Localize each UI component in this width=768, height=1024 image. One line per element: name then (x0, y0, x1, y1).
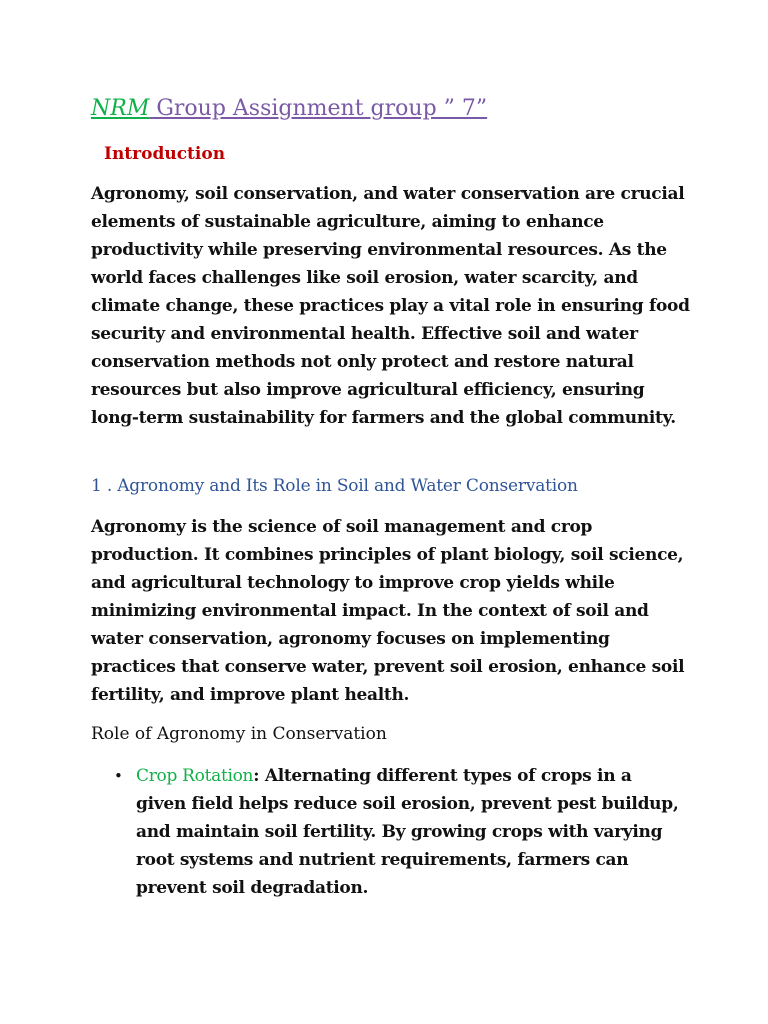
document-title (91, 94, 487, 124)
section-1-paragraph: Agronomy is the science of soil management and crop production. It combines principles of plant biology, soil science, and agricultural technology to improve crop yields while minimizing environmental impact. In the context of soil and water conservation, agronomy focuses on implementing practices that conserve water, prevent soil erosion, enhance soil fertility, and improve plant health. (91, 517, 685, 705)
title-text: Group Assignment group ” 7” (149, 96, 488, 121)
introduction-heading: Introduction (104, 144, 226, 164)
bullet-marker: • (114, 767, 123, 785)
list-item (136, 762, 684, 902)
introduction-paragraph: Agronomy, soil conservation, and water conservation are crucial elements of sustainable agriculture, aiming to enhance productivity while preserving environmental resources. As the world faces challenges like soil erosion, water scarcity, and climate change, these practices play a vital role in ensuring food security and environmental health. Effective soil and water conservation methods not only protect and restore natural resources but also improve agricultural efficiency, ensuring long-term sustainability for farmers and the global community. (91, 184, 690, 428)
bullet-description: : Alternating different types of crops in a given field helps reduce soil erosion, prevent pest buildup, and maintain soil fertility. By growing crops with varying root systems and nutrient requirements, farmers can prevent soil degradation. (136, 766, 679, 898)
section-1-heading: 1 . Agronomy and Its Role in Soil and Water Conservation (91, 476, 578, 496)
title-abbreviation: NRM (91, 96, 150, 121)
role-of-agronomy-subheading: Role of Agronomy in Conservation (91, 724, 387, 744)
bullet-term: Crop Rotation (136, 766, 254, 786)
